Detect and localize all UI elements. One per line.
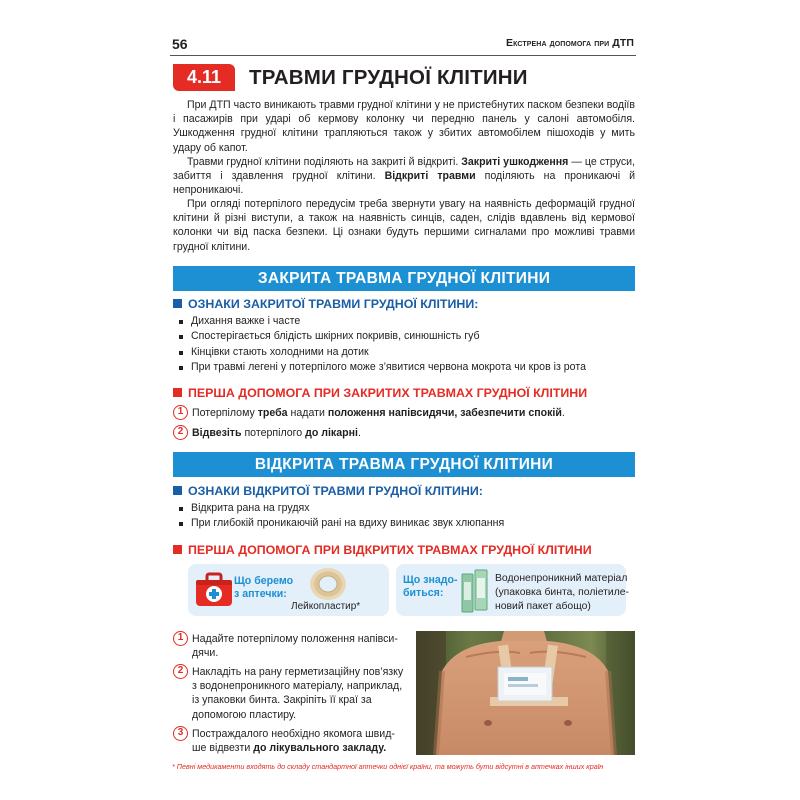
blue-square-marker <box>173 486 182 495</box>
footnote: * Певні медикаменти входять до складу стандартної аптечки однієї країни, та можуть бути відсутні в аптечках інших країн <box>172 762 604 771</box>
list-item: Дихання важке і часте <box>178 314 628 329</box>
chest-dressing-photo <box>416 631 635 755</box>
chest-dressing-illustration <box>416 631 635 755</box>
kit-item-label: Лейкопластир* <box>291 601 361 612</box>
step-number-badge: 2 <box>173 425 188 440</box>
kit-label: Що беремо з аптечки: <box>234 575 294 600</box>
section-number-badge: 4.11 <box>173 64 235 91</box>
closed-signs-list <box>178 314 628 376</box>
step-number-badge: 2 <box>173 664 188 679</box>
bandage-package-icon <box>460 568 490 614</box>
find-card <box>396 564 629 616</box>
list-item: При глибокій проникаючій рані на вдиху виникає звук хлюпання <box>178 516 628 531</box>
open-signs-list <box>178 501 628 532</box>
closed-aid-heading: ПЕРША ДОПОМОГА ПРИ ЗАКРИТИХ ТРАВМАХ ГРУДНОЇ КЛІТИНИ <box>173 386 587 401</box>
first-aid-kit-icon <box>195 572 233 608</box>
find-item-text: Водонепроникний матеріал (упаковка бинта, поліетиле- новий пакет абощо) <box>495 573 629 612</box>
find-label: Що знадо- биться: <box>403 574 458 599</box>
red-square-marker <box>173 545 182 554</box>
intro-paragraph-2: Травми грудної клітини поділяють на закриті й відкриті. Закриті ушкодження — це струси, забиття і здавлення грудної клітини. Відкриті травми поділяють на проникаючі й непроникаючі. <box>173 156 636 197</box>
page-number: 56 <box>172 36 188 52</box>
step-number-badge: 1 <box>173 405 188 420</box>
closed-injury-banner: ЗАКРИТА ТРАВМА ГРУДНОЇ КЛІТИНИ <box>173 266 635 291</box>
running-title: Екстрена допомога при ДТП <box>506 37 634 49</box>
list-item: Відкрита рана на грудях <box>178 501 628 516</box>
intro-paragraph-3: При огляді потерпілого передусім треба звернути увагу на наявність деформацій грудної клітини й різні виступи, а також на наявність синців, саден, слідів вдавлень від кермової колонки чи від паска безпеки. Ці ознаки будуть першими сигналами про можливі травми грудної клітини. <box>173 198 635 253</box>
kit-card <box>188 564 389 616</box>
open-signs-heading: ОЗНАКИ ВІДКРИТОЇ ТРАВМИ ГРУДНОЇ КЛІТИНИ: <box>173 484 483 499</box>
list-item: При травмі легені у потерпілого може з’явитися червона мокрота чи кров із рота <box>178 360 628 375</box>
list-item: Кінцівки стають холодними на дотик <box>178 345 628 360</box>
page-header <box>170 36 636 56</box>
header-rule <box>170 55 636 56</box>
closed-signs-heading: ОЗНАКИ ЗАКРИТОЇ ТРАВМИ ГРУДНОЇ КЛІТИНИ: <box>173 297 478 312</box>
red-square-marker <box>173 388 182 397</box>
blue-square-marker <box>173 299 182 308</box>
section-heading: ТРАВМИ ГРУДНОЇ КЛІТИНИ <box>249 66 528 89</box>
adhesive-plaster-roll-icon <box>308 567 348 601</box>
list-item: Спостерігається блідість шкірних покривів, синюшність губ <box>178 329 628 344</box>
open-aid-heading: ПЕРША ДОПОМОГА ПРИ ВІДКРИТИХ ТРАВМАХ ГРУДНОЇ КЛІТИНИ <box>173 543 592 558</box>
section-title <box>173 64 635 92</box>
step-number-badge: 1 <box>173 631 188 646</box>
intro-paragraph-1: При ДТП часто виникають травми грудної клітини у не пристебнутих паском безпеки водіїв і пасажирів при ударі об кермову колонку чи передню панель у салоні автомобіля. Ушкодження грудної клітини трапляються також у збитих автомобілем пішоходів у мить удару об капот. <box>173 99 635 154</box>
step-number-badge: 3 <box>173 726 188 741</box>
open-injury-banner: ВІДКРИТА ТРАВМА ГРУДНОЇ КЛІТИНИ <box>173 452 635 477</box>
